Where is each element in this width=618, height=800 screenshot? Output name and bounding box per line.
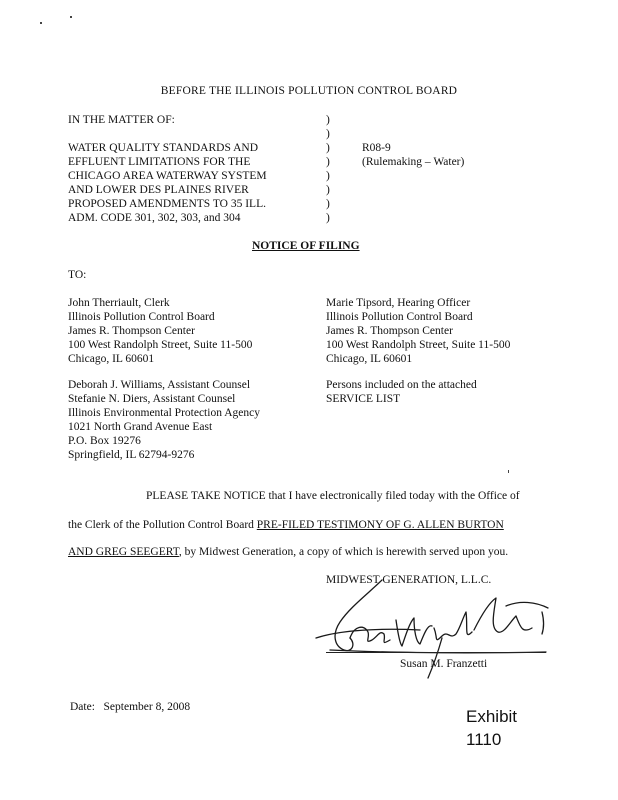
caption-bracket: ) (326, 142, 330, 154)
caption-bracket: ) (326, 198, 330, 210)
to-label: TO: (68, 269, 87, 281)
caption-bracket: ) (326, 170, 330, 182)
matter-line: CHICAGO AREA WATERWAY SYSTEM (68, 170, 267, 182)
date-value: September 8, 2008 (103, 701, 191, 713)
matter-line: IN THE MATTER OF: (68, 114, 175, 126)
exhibit-label: Exhibit (466, 707, 518, 726)
address-line: 1021 North Grand Avenue East (68, 421, 213, 433)
address-line: Chicago, IL 60601 (326, 353, 413, 365)
recipient-block-epa (68, 378, 260, 462)
date-label: Date: (70, 701, 95, 713)
matter-line: PROPOSED AMENDMENTS TO 35 ILL. (68, 198, 266, 210)
case-number: R08-9 (362, 142, 391, 154)
matter-line: EFFLUENT LIMITATIONS FOR THE (68, 156, 251, 168)
address-line: Illinois Pollution Control Board (68, 311, 215, 323)
exhibit-number: 1110 (466, 730, 502, 749)
body-line-1: PLEASE TAKE NOTICE that I have electronically filed today with the Office of (146, 490, 520, 502)
body-line-2-text: the Clerk of the Pollution Control Board (68, 519, 257, 531)
scan-speck (40, 22, 42, 24)
address-line: Marie Tipsord, Hearing Officer (326, 297, 471, 309)
body-line-3 (68, 545, 508, 559)
address-line: 100 West Randolph Street, Suite 11-500 (326, 339, 511, 351)
address-line: 100 West Randolph Street, Suite 11-500 (68, 339, 253, 351)
address-line: Illinois Environmental Protection Agency (68, 407, 260, 419)
signature-line (326, 652, 546, 653)
matter-line: ADM. CODE 301, 302, 303, and 304 (68, 212, 241, 224)
address-line: John Therriault, Clerk (68, 297, 170, 309)
caption-bracket: ) (326, 184, 330, 196)
recipient-block-service-list (326, 378, 477, 406)
signer-name: Susan M. Franzetti (400, 658, 488, 670)
document-title: BEFORE THE ILLINOIS POLLUTION CONTROL BOARD (160, 85, 458, 97)
address-line: Stefanie N. Diers, Assistant Counsel (68, 393, 236, 405)
matter-line (68, 127, 267, 141)
recipient-block-clerk (68, 296, 252, 366)
address-line: Springfield, IL 62794-9276 (68, 449, 195, 461)
matter-line: AND LOWER DES PLAINES RIVER (68, 184, 249, 196)
caption-bracket: ) (326, 156, 330, 168)
company-name: MIDWEST GENERATION, L.L.C. (326, 574, 492, 586)
address-line: SERVICE LIST (326, 393, 401, 405)
address-line: Persons included on the attached (326, 379, 477, 391)
scan-speck (70, 16, 72, 18)
case-type: (Rulemaking – Water) (362, 156, 465, 168)
address-line: James R. Thompson Center (326, 325, 453, 337)
address-line: Illinois Pollution Control Board (326, 311, 473, 323)
body-line-2 (68, 518, 504, 532)
caption-bracket: ) (326, 212, 330, 224)
matter-caption (68, 113, 267, 225)
notice-heading: NOTICE OF FILING (252, 240, 360, 252)
recipient-block-hearing-officer (326, 296, 510, 366)
address-line: P.O. Box 19276 (68, 435, 141, 447)
address-line: James R. Thompson Center (68, 325, 195, 337)
caption-bracket: ) (326, 128, 330, 140)
testimony-title: PRE-FILED TESTIMONY OF G. ALLEN BURTON (256, 519, 504, 531)
testimony-title-cont: AND GREG SEEGERT (68, 546, 179, 558)
caption-bracket-column (326, 113, 330, 225)
date-line (70, 700, 190, 714)
case-info (362, 141, 464, 169)
body-line-3-text: , by Midwest Generation, a copy of which is herewith served upon you. (178, 546, 509, 558)
caption-bracket: ) (326, 114, 330, 126)
matter-line: WATER QUALITY STANDARDS AND (68, 142, 258, 154)
address-line: Deborah J. Williams, Assistant Counsel (68, 379, 251, 391)
address-line: Chicago, IL 60601 (68, 353, 155, 365)
scan-speck (508, 470, 509, 473)
